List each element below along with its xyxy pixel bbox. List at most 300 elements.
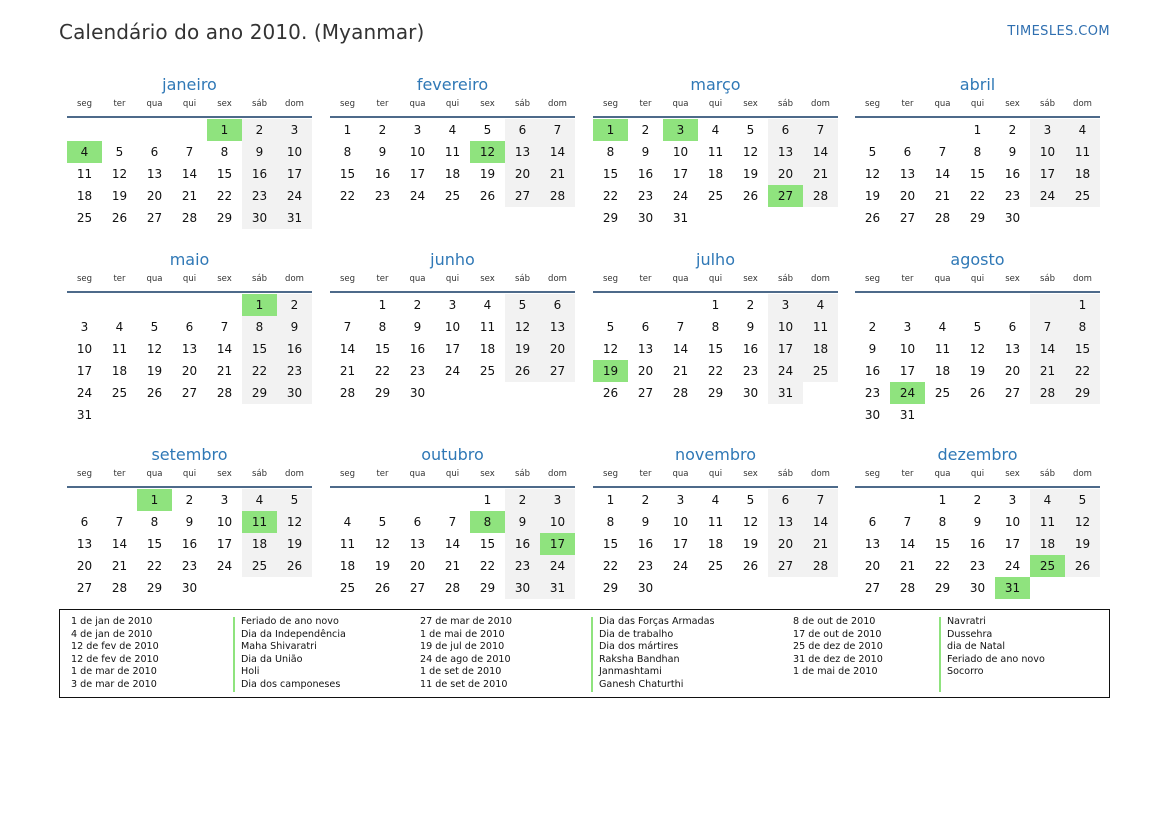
day-cell[interactable]: 22: [146, 559, 163, 573]
day-cell[interactable]: 22: [602, 559, 619, 573]
day-cell[interactable]: 19: [277, 533, 312, 555]
day-cell[interactable]: 8: [606, 515, 615, 529]
day-cell[interactable]: 18: [803, 338, 838, 360]
day-cell[interactable]: 9: [378, 145, 387, 159]
day-cell[interactable]: 24: [277, 185, 312, 207]
holiday-day-cell[interactable]: 11: [242, 511, 277, 533]
day-cell[interactable]: 29: [1065, 382, 1100, 404]
day-cell[interactable]: 27: [637, 386, 654, 400]
day-cell[interactable]: 21: [216, 364, 233, 378]
day-cell[interactable]: 17: [444, 342, 461, 356]
day-cell[interactable]: 27: [76, 581, 93, 595]
day-cell[interactable]: 7: [115, 515, 124, 529]
day-cell[interactable]: 5: [505, 294, 540, 316]
day-cell[interactable]: 10: [672, 145, 689, 159]
day-cell[interactable]: 13: [505, 141, 540, 163]
day-cell[interactable]: 7: [220, 320, 229, 334]
day-cell[interactable]: 28: [803, 555, 838, 577]
day-cell[interactable]: 7: [938, 145, 947, 159]
day-cell[interactable]: 6: [505, 119, 540, 141]
day-cell[interactable]: 5: [606, 320, 615, 334]
day-cell[interactable]: 8: [1065, 316, 1100, 338]
day-cell[interactable]: 2: [641, 123, 650, 137]
day-cell[interactable]: 25: [707, 559, 724, 573]
day-cell[interactable]: 27: [768, 555, 803, 577]
day-cell[interactable]: 14: [216, 342, 233, 356]
day-cell[interactable]: 25: [444, 189, 461, 203]
day-cell[interactable]: 30: [637, 581, 654, 595]
day-cell[interactable]: 23: [637, 189, 654, 203]
day-cell[interactable]: 18: [479, 342, 496, 356]
day-cell[interactable]: 9: [242, 141, 277, 163]
day-cell[interactable]: 4: [242, 489, 277, 511]
day-cell[interactable]: 22: [339, 189, 356, 203]
day-cell[interactable]: 15: [339, 167, 356, 181]
day-cell[interactable]: 20: [899, 189, 916, 203]
day-cell[interactable]: 14: [899, 537, 916, 551]
day-cell[interactable]: 13: [409, 537, 426, 551]
day-cell[interactable]: 7: [540, 119, 575, 141]
day-cell[interactable]: 15: [969, 167, 986, 181]
day-cell[interactable]: 7: [343, 320, 352, 334]
day-cell[interactable]: 6: [150, 145, 159, 159]
day-cell[interactable]: 6: [413, 515, 422, 529]
day-cell[interactable]: 28: [672, 386, 689, 400]
day-cell[interactable]: 5: [973, 320, 982, 334]
day-cell[interactable]: 31: [540, 577, 575, 599]
day-cell[interactable]: 16: [277, 338, 312, 360]
day-cell[interactable]: 25: [479, 364, 496, 378]
day-cell[interactable]: 11: [1030, 511, 1065, 533]
day-cell[interactable]: 9: [641, 145, 650, 159]
day-cell[interactable]: 26: [374, 581, 391, 595]
day-cell[interactable]: 4: [711, 123, 720, 137]
day-cell[interactable]: 2: [505, 489, 540, 511]
day-cell[interactable]: 4: [803, 294, 838, 316]
day-cell[interactable]: 26: [146, 386, 163, 400]
holiday-day-cell[interactable]: 17: [540, 533, 575, 555]
day-cell[interactable]: 4: [343, 515, 352, 529]
day-cell[interactable]: 5: [277, 489, 312, 511]
day-cell[interactable]: 8: [938, 515, 947, 529]
day-cell[interactable]: 7: [803, 119, 838, 141]
day-cell[interactable]: 15: [1065, 338, 1100, 360]
day-cell[interactable]: 31: [672, 211, 689, 225]
day-cell[interactable]: 3: [80, 320, 89, 334]
day-cell[interactable]: 19: [742, 537, 759, 551]
day-cell[interactable]: 31: [76, 408, 93, 422]
day-cell[interactable]: 5: [150, 320, 159, 334]
day-cell[interactable]: 23: [1004, 189, 1021, 203]
day-cell[interactable]: 3: [903, 320, 912, 334]
day-cell[interactable]: 11: [707, 145, 724, 159]
day-cell[interactable]: 5: [746, 123, 755, 137]
day-cell[interactable]: 9: [505, 511, 540, 533]
day-cell[interactable]: 11: [803, 316, 838, 338]
day-cell[interactable]: 1: [938, 493, 947, 507]
day-cell[interactable]: 5: [746, 493, 755, 507]
day-cell[interactable]: 18: [76, 189, 93, 203]
day-cell[interactable]: 8: [973, 145, 982, 159]
day-cell[interactable]: 14: [111, 537, 128, 551]
day-cell[interactable]: 25: [707, 189, 724, 203]
day-cell[interactable]: 24: [216, 559, 233, 573]
day-cell[interactable]: 30: [409, 386, 426, 400]
day-cell[interactable]: 23: [277, 360, 312, 382]
day-cell[interactable]: 28: [899, 581, 916, 595]
day-cell[interactable]: 1: [606, 493, 615, 507]
day-cell[interactable]: 22: [969, 189, 986, 203]
holiday-day-cell[interactable]: 8: [470, 511, 505, 533]
day-cell[interactable]: 6: [903, 145, 912, 159]
day-cell[interactable]: 16: [864, 364, 881, 378]
day-cell[interactable]: 17: [216, 537, 233, 551]
day-cell[interactable]: 24: [768, 360, 803, 382]
day-cell[interactable]: 12: [374, 537, 391, 551]
day-cell[interactable]: 13: [768, 511, 803, 533]
day-cell[interactable]: 22: [707, 364, 724, 378]
day-cell[interactable]: 6: [768, 489, 803, 511]
day-cell[interactable]: 10: [1030, 141, 1065, 163]
day-cell[interactable]: 18: [242, 533, 277, 555]
day-cell[interactable]: 25: [76, 211, 93, 225]
day-cell[interactable]: 17: [768, 338, 803, 360]
day-cell[interactable]: 25: [803, 360, 838, 382]
day-cell[interactable]: 11: [444, 145, 461, 159]
day-cell[interactable]: 22: [374, 364, 391, 378]
holiday-day-cell[interactable]: 19: [593, 360, 628, 382]
day-cell[interactable]: 15: [216, 167, 233, 181]
day-cell[interactable]: 11: [934, 342, 951, 356]
day-cell[interactable]: 12: [742, 145, 759, 159]
day-cell[interactable]: 25: [1065, 185, 1100, 207]
day-cell[interactable]: 15: [374, 342, 391, 356]
day-cell[interactable]: 2: [413, 298, 422, 312]
holiday-day-cell[interactable]: 3: [663, 119, 698, 141]
day-cell[interactable]: 12: [969, 342, 986, 356]
day-cell[interactable]: 5: [1065, 489, 1100, 511]
day-cell[interactable]: 12: [602, 342, 619, 356]
day-cell[interactable]: 26: [479, 189, 496, 203]
day-cell[interactable]: 21: [934, 189, 951, 203]
day-cell[interactable]: 19: [864, 189, 881, 203]
day-cell[interactable]: 2: [277, 294, 312, 316]
day-cell[interactable]: 15: [602, 537, 619, 551]
day-cell[interactable]: 22: [216, 189, 233, 203]
holiday-day-cell[interactable]: 24: [890, 382, 925, 404]
day-cell[interactable]: 23: [242, 185, 277, 207]
site-link[interactable]: TIMESLES.COM: [1007, 24, 1110, 39]
day-cell[interactable]: 2: [746, 298, 755, 312]
day-cell[interactable]: 2: [973, 493, 982, 507]
day-cell[interactable]: 17: [277, 163, 312, 185]
day-cell[interactable]: 31: [768, 382, 803, 404]
day-cell[interactable]: 15: [479, 537, 496, 551]
day-cell[interactable]: 16: [374, 167, 391, 181]
day-cell[interactable]: 14: [672, 342, 689, 356]
day-cell[interactable]: 24: [672, 189, 689, 203]
day-cell[interactable]: 10: [768, 316, 803, 338]
day-cell[interactable]: 12: [277, 511, 312, 533]
day-cell[interactable]: 25: [339, 581, 356, 595]
day-cell[interactable]: 30: [1004, 211, 1021, 225]
day-cell[interactable]: 28: [803, 185, 838, 207]
day-cell[interactable]: 9: [185, 515, 194, 529]
day-cell[interactable]: 12: [742, 515, 759, 529]
day-cell[interactable]: 10: [216, 515, 233, 529]
holiday-day-cell[interactable]: 27: [768, 185, 803, 207]
day-cell[interactable]: 30: [181, 581, 198, 595]
day-cell[interactable]: 20: [768, 163, 803, 185]
day-cell[interactable]: 9: [973, 515, 982, 529]
day-cell[interactable]: 25: [111, 386, 128, 400]
day-cell[interactable]: 13: [76, 537, 93, 551]
day-cell[interactable]: 18: [707, 167, 724, 181]
day-cell[interactable]: 14: [181, 167, 198, 181]
holiday-day-cell[interactable]: 1: [137, 489, 172, 511]
day-cell[interactable]: 3: [277, 119, 312, 141]
day-cell[interactable]: 18: [111, 364, 128, 378]
day-cell[interactable]: 16: [637, 167, 654, 181]
day-cell[interactable]: 6: [540, 294, 575, 316]
day-cell[interactable]: 3: [413, 123, 422, 137]
day-cell[interactable]: 4: [1065, 119, 1100, 141]
day-cell[interactable]: 24: [76, 386, 93, 400]
day-cell[interactable]: 11: [707, 515, 724, 529]
day-cell[interactable]: 29: [216, 211, 233, 225]
day-cell[interactable]: 4: [448, 123, 457, 137]
day-cell[interactable]: 4: [115, 320, 124, 334]
day-cell[interactable]: 14: [803, 511, 838, 533]
day-cell[interactable]: 24: [1030, 185, 1065, 207]
day-cell[interactable]: 17: [672, 537, 689, 551]
day-cell[interactable]: 20: [505, 163, 540, 185]
day-cell[interactable]: 27: [409, 581, 426, 595]
holiday-day-cell[interactable]: 1: [207, 119, 242, 141]
day-cell[interactable]: 4: [938, 320, 947, 334]
day-cell[interactable]: 23: [864, 386, 881, 400]
day-cell[interactable]: 5: [483, 123, 492, 137]
day-cell[interactable]: 19: [969, 364, 986, 378]
day-cell[interactable]: 27: [505, 185, 540, 207]
day-cell[interactable]: 31: [277, 207, 312, 229]
day-cell[interactable]: 21: [444, 559, 461, 573]
day-cell[interactable]: 18: [707, 537, 724, 551]
day-cell[interactable]: 28: [339, 386, 356, 400]
day-cell[interactable]: 11: [339, 537, 356, 551]
day-cell[interactable]: 7: [903, 515, 912, 529]
day-cell[interactable]: 9: [1008, 145, 1017, 159]
day-cell[interactable]: 9: [641, 515, 650, 529]
day-cell[interactable]: 21: [111, 559, 128, 573]
day-cell[interactable]: 18: [1030, 533, 1065, 555]
day-cell[interactable]: 23: [505, 555, 540, 577]
day-cell[interactable]: 19: [1065, 533, 1100, 555]
day-cell[interactable]: 8: [242, 316, 277, 338]
day-cell[interactable]: 1: [973, 123, 982, 137]
day-cell[interactable]: 10: [672, 515, 689, 529]
day-cell[interactable]: 26: [505, 360, 540, 382]
day-cell[interactable]: 29: [969, 211, 986, 225]
day-cell[interactable]: 16: [242, 163, 277, 185]
day-cell[interactable]: 19: [479, 167, 496, 181]
day-cell[interactable]: 13: [540, 316, 575, 338]
day-cell[interactable]: 9: [277, 316, 312, 338]
day-cell[interactable]: 30: [277, 382, 312, 404]
day-cell[interactable]: 26: [1065, 555, 1100, 577]
day-cell[interactable]: 26: [864, 211, 881, 225]
day-cell[interactable]: 8: [711, 320, 720, 334]
day-cell[interactable]: 9: [868, 342, 877, 356]
day-cell[interactable]: 14: [934, 167, 951, 181]
day-cell[interactable]: 29: [146, 581, 163, 595]
day-cell[interactable]: 10: [76, 342, 93, 356]
day-cell[interactable]: 3: [448, 298, 457, 312]
day-cell[interactable]: 21: [672, 364, 689, 378]
day-cell[interactable]: 13: [181, 342, 198, 356]
day-cell[interactable]: 28: [540, 185, 575, 207]
day-cell[interactable]: 1: [378, 298, 387, 312]
day-cell[interactable]: 29: [602, 211, 619, 225]
day-cell[interactable]: 26: [742, 559, 759, 573]
day-cell[interactable]: 2: [378, 123, 387, 137]
day-cell[interactable]: 15: [934, 537, 951, 551]
day-cell[interactable]: 19: [146, 364, 163, 378]
day-cell[interactable]: 22: [242, 360, 277, 382]
day-cell[interactable]: 29: [602, 581, 619, 595]
day-cell[interactable]: 10: [444, 320, 461, 334]
day-cell[interactable]: 19: [505, 338, 540, 360]
day-cell[interactable]: 8: [378, 320, 387, 334]
day-cell[interactable]: 8: [220, 145, 229, 159]
day-cell[interactable]: 28: [1030, 382, 1065, 404]
day-cell[interactable]: 9: [746, 320, 755, 334]
day-cell[interactable]: 11: [111, 342, 128, 356]
day-cell[interactable]: 23: [742, 364, 759, 378]
day-cell[interactable]: 29: [242, 382, 277, 404]
day-cell[interactable]: 3: [1030, 119, 1065, 141]
day-cell[interactable]: 5: [115, 145, 124, 159]
day-cell[interactable]: 27: [899, 211, 916, 225]
day-cell[interactable]: 30: [742, 386, 759, 400]
day-cell[interactable]: 12: [505, 316, 540, 338]
day-cell[interactable]: 4: [1030, 489, 1065, 511]
day-cell[interactable]: 17: [1004, 537, 1021, 551]
day-cell[interactable]: 16: [505, 533, 540, 555]
day-cell[interactable]: 7: [185, 145, 194, 159]
day-cell[interactable]: 23: [969, 559, 986, 573]
day-cell[interactable]: 14: [540, 141, 575, 163]
day-cell[interactable]: 10: [409, 145, 426, 159]
day-cell[interactable]: 24: [672, 559, 689, 573]
day-cell[interactable]: 13: [864, 537, 881, 551]
day-cell[interactable]: 4: [711, 493, 720, 507]
day-cell[interactable]: 20: [768, 533, 803, 555]
day-cell[interactable]: 11: [1065, 141, 1100, 163]
day-cell[interactable]: 26: [969, 386, 986, 400]
day-cell[interactable]: 1: [483, 493, 492, 507]
day-cell[interactable]: 10: [540, 511, 575, 533]
day-cell[interactable]: 21: [181, 189, 198, 203]
day-cell[interactable]: 16: [181, 537, 198, 551]
day-cell[interactable]: 30: [505, 577, 540, 599]
day-cell[interactable]: 5: [868, 145, 877, 159]
holiday-day-cell[interactable]: 12: [470, 141, 505, 163]
day-cell[interactable]: 21: [339, 364, 356, 378]
day-cell[interactable]: 17: [899, 364, 916, 378]
day-cell[interactable]: 19: [111, 189, 128, 203]
day-cell[interactable]: 21: [1030, 360, 1065, 382]
day-cell[interactable]: 28: [444, 581, 461, 595]
day-cell[interactable]: 22: [479, 559, 496, 573]
day-cell[interactable]: 23: [637, 559, 654, 573]
day-cell[interactable]: 29: [707, 386, 724, 400]
day-cell[interactable]: 2: [641, 493, 650, 507]
day-cell[interactable]: 15: [242, 338, 277, 360]
day-cell[interactable]: 22: [934, 559, 951, 573]
day-cell[interactable]: 13: [768, 141, 803, 163]
day-cell[interactable]: 27: [146, 211, 163, 225]
day-cell[interactable]: 24: [409, 189, 426, 203]
day-cell[interactable]: 6: [80, 515, 89, 529]
day-cell[interactable]: 1: [343, 123, 352, 137]
day-cell[interactable]: 31: [899, 408, 916, 422]
day-cell[interactable]: 25: [242, 555, 277, 577]
day-cell[interactable]: 15: [146, 537, 163, 551]
day-cell[interactable]: 1: [711, 298, 720, 312]
day-cell[interactable]: 6: [185, 320, 194, 334]
day-cell[interactable]: 26: [111, 211, 128, 225]
day-cell[interactable]: 24: [540, 555, 575, 577]
day-cell[interactable]: 7: [1030, 316, 1065, 338]
day-cell[interactable]: 7: [676, 320, 685, 334]
day-cell[interactable]: 28: [181, 211, 198, 225]
day-cell[interactable]: 2: [1008, 123, 1017, 137]
day-cell[interactable]: 14: [1030, 338, 1065, 360]
day-cell[interactable]: 22: [1065, 360, 1100, 382]
day-cell[interactable]: 6: [868, 515, 877, 529]
day-cell[interactable]: 29: [374, 386, 391, 400]
holiday-day-cell[interactable]: 1: [593, 119, 628, 141]
day-cell[interactable]: 10: [1004, 515, 1021, 529]
day-cell[interactable]: 20: [76, 559, 93, 573]
day-cell[interactable]: 20: [864, 559, 881, 573]
day-cell[interactable]: 30: [864, 408, 881, 422]
day-cell[interactable]: 6: [768, 119, 803, 141]
holiday-day-cell[interactable]: 4: [67, 141, 102, 163]
day-cell[interactable]: 21: [803, 533, 838, 555]
day-cell[interactable]: 23: [181, 559, 198, 573]
day-cell[interactable]: 23: [374, 189, 391, 203]
day-cell[interactable]: 15: [602, 167, 619, 181]
holiday-day-cell[interactable]: 25: [1030, 555, 1065, 577]
day-cell[interactable]: 18: [339, 559, 356, 573]
day-cell[interactable]: 15: [707, 342, 724, 356]
day-cell[interactable]: 18: [934, 364, 951, 378]
day-cell[interactable]: 8: [150, 515, 159, 529]
day-cell[interactable]: 3: [540, 489, 575, 511]
day-cell[interactable]: 21: [899, 559, 916, 573]
day-cell[interactable]: 20: [637, 364, 654, 378]
day-cell[interactable]: 16: [409, 342, 426, 356]
day-cell[interactable]: 3: [1008, 493, 1017, 507]
day-cell[interactable]: 17: [76, 364, 93, 378]
day-cell[interactable]: 8: [606, 145, 615, 159]
holiday-day-cell[interactable]: 31: [995, 577, 1030, 599]
day-cell[interactable]: 28: [934, 211, 951, 225]
holiday-day-cell[interactable]: 1: [242, 294, 277, 316]
day-cell[interactable]: 19: [742, 167, 759, 181]
